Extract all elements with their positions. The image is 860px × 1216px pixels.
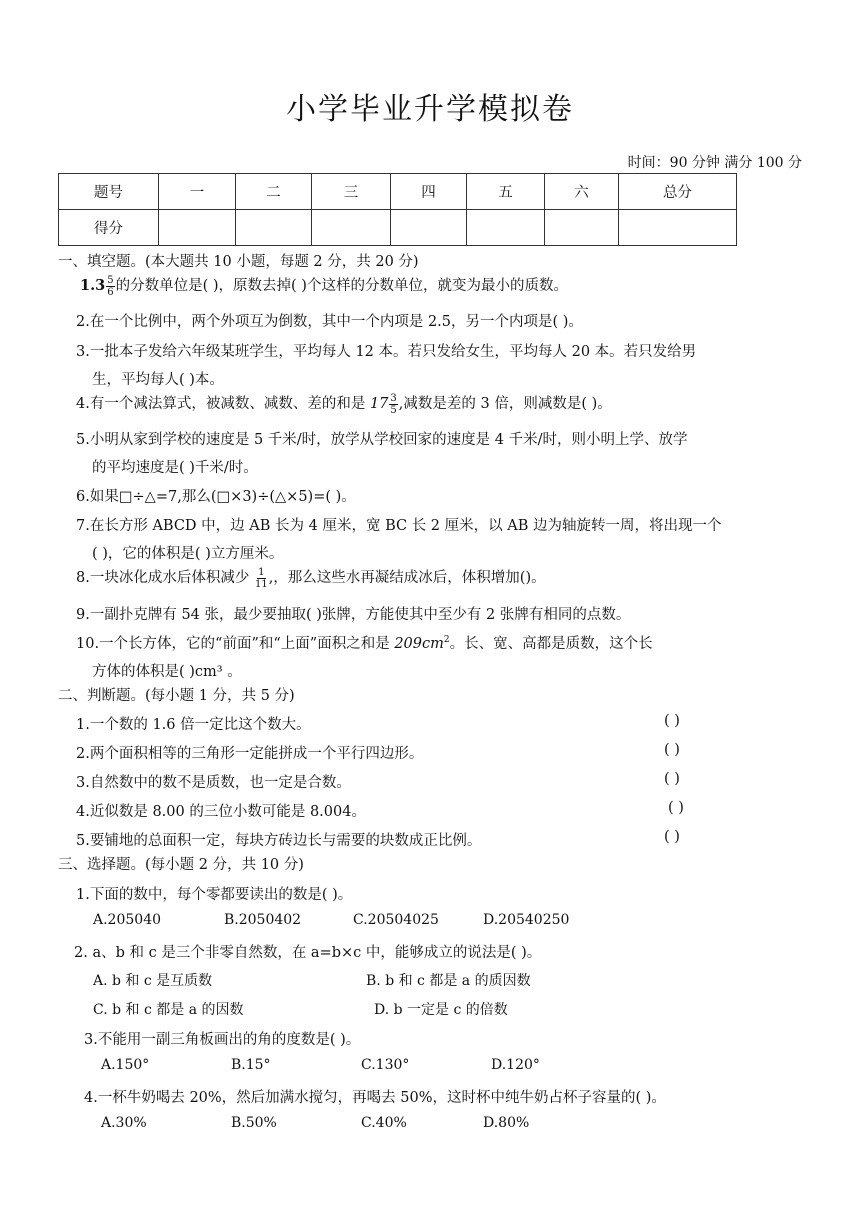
choice-question-3: 3.不能用一副三角板画出的角的度数是( )。 — [84, 1032, 361, 1048]
question-text: 10.一个长方体，它的“前面”和“上面”面积之和是 — [76, 636, 395, 652]
section-heading-true-false: 二、判断题。(每小题 1 分，共 5 分) — [58, 688, 295, 704]
table-cell: 总分 — [619, 174, 737, 210]
fraction-denominator: 6 — [107, 286, 114, 298]
fraction-numerator: 1 — [258, 566, 265, 578]
question-1-8 — [76, 566, 546, 590]
choice-option-b[interactable]: B.15° — [231, 1057, 271, 1073]
table-cell: 五 — [467, 174, 545, 210]
score-table-header-row — [59, 174, 737, 210]
question-1-7-line2: ( )，它的体积是( )立方厘米。 — [92, 546, 284, 562]
choice-option-d[interactable]: D.120° — [491, 1057, 540, 1073]
choice-option-d[interactable]: D.20540250 — [483, 912, 570, 928]
score-input-cell[interactable] — [545, 210, 619, 246]
judge-item-3: 3.自然数中的数不是质数，也一定是合数。 — [76, 775, 351, 791]
fraction-denominator: 11 — [254, 578, 268, 590]
score-table — [58, 173, 737, 246]
choice-option-b[interactable]: B.2050402 — [224, 912, 302, 928]
question-text: 8.一块冰化成水后体积减少 — [76, 570, 254, 586]
table-cell: 四 — [391, 174, 467, 210]
area-value: 209cm — [394, 636, 444, 652]
choice-option-a[interactable]: A. b 和 c 是互质数 — [93, 973, 213, 989]
mixed-number-whole: 17 — [369, 396, 389, 412]
question-1-5-line1: 5.小明从家到学校的速度是 5 千米/时，放学从学校回家的速度是 4 千米/时，则小明上学、放学 — [76, 432, 688, 448]
choice-option-b[interactable]: B.50% — [231, 1115, 277, 1131]
choice-question-4: 4.一杯牛奶喝去 20%，然后加满水搅匀，再喝去 50%，这时杯中纯牛奶占杯子容量的( )。 — [84, 1090, 666, 1106]
judge-item-1: 1.一个数的 1.6 倍一定比这个数大。 — [76, 717, 311, 733]
score-input-cell[interactable] — [312, 210, 391, 246]
choice-option-a[interactable]: A.30% — [101, 1115, 147, 1131]
choice-option-b[interactable]: B. b 和 c 都是 a 的质因数 — [366, 973, 531, 989]
choice-question-2: 2. a、b 和 c 是三个非零自然数，在 a=b×c 中，能够成立的说法是( )。 — [74, 945, 542, 961]
fraction-numerator: 3 — [390, 392, 397, 404]
answer-blank[interactable]: ( ) — [664, 742, 680, 758]
table-cell: 六 — [545, 174, 619, 210]
choice-option-c[interactable]: C.40% — [361, 1115, 407, 1131]
question-1-3-line2: 生，平均每人( )本。 — [92, 372, 224, 388]
page-title: 小学毕业升学模拟卷 — [286, 92, 574, 127]
question-1-10-line1 — [76, 632, 653, 653]
fraction-denominator: 5 — [390, 404, 397, 416]
choice-option-a[interactable]: A.150° — [101, 1057, 150, 1073]
question-text: 4.有一个减法算式，被减数、减数、差的和是 — [76, 396, 370, 412]
question-1-10-line2: 方体的体积是( )cm³ 。 — [92, 664, 242, 680]
fraction — [106, 275, 114, 298]
score-table-score-row — [59, 210, 737, 246]
question-1-7-line1: 7.在长方形 ABCD 中，边 AB 长为 4 厘米，宽 BC 长 2 厘米，以 AB 边为轴旋转一周，将出现一个 — [76, 518, 722, 534]
table-cell: 二 — [236, 174, 312, 210]
mixed-number-whole: 1.3 — [80, 277, 106, 294]
choice-option-d[interactable]: D. b 一定是 c 的倍数 — [374, 1002, 508, 1018]
section-heading-multiple-choice: 三、选择题。(每小题 2 分，共 10 分) — [58, 857, 304, 873]
section-heading-fill-in: 一、填空题。(本大题共 10 小题，每题 2 分，共 20 分) — [58, 254, 419, 270]
question-1-6: 6.如果□÷△=7,那么(□×3)÷(△×5)=( )。 — [76, 489, 356, 505]
question-1-5-line2: 的平均速度是( )千米/时。 — [92, 460, 258, 476]
fraction-numerator: 5 — [107, 274, 114, 286]
table-cell: 题号 — [59, 174, 159, 210]
superscript: 2 — [443, 635, 450, 646]
question-text: 的分数单位是( )，原数去掉( )个这样的分数单位，就变为最小的质数。 — [115, 278, 568, 294]
choice-option-d[interactable]: D.80% — [483, 1115, 530, 1131]
question-1-4 — [76, 392, 612, 416]
choice-option-c[interactable]: C.130° — [361, 1057, 410, 1073]
question-text: 。长、宽、高都是质数，这个长 — [449, 636, 653, 652]
question-1-9: 9.一副扑克牌有 54 张，最少要抽取( )张牌，方能使其中至少有 2 张牌有相同的点数。 — [76, 607, 631, 623]
choice-option-c[interactable]: C.20504025 — [353, 912, 439, 928]
question-1-3-line1: 3.一批本子发给六年级某班学生，平均每人 12 本。若只发给女生，平均每人 20 本。若只发给男 — [76, 344, 697, 360]
score-input-cell[interactable] — [391, 210, 467, 246]
table-cell: 得分 — [59, 210, 159, 246]
judge-item-5: 5.要铺地的总面积一定，每块方砖边长与需要的块数成正比例。 — [76, 833, 482, 849]
answer-blank[interactable]: ( ) — [664, 771, 680, 787]
score-input-cell[interactable] — [236, 210, 312, 246]
score-input-cell[interactable] — [159, 210, 236, 246]
choice-option-c[interactable]: C. b 和 c 都是 a 的因数 — [93, 1002, 244, 1018]
choice-option-a[interactable]: A.205040 — [93, 912, 162, 928]
answer-blank[interactable]: ( ) — [664, 713, 680, 729]
fraction — [255, 567, 268, 590]
question-text: ,，那么这些水再凝结成冰后，体积增加()。 — [268, 570, 546, 586]
judge-item-4: 4.近似数是 8.00 的三位小数可能是 8.004。 — [76, 804, 366, 820]
score-input-cell[interactable] — [619, 210, 737, 246]
question-text: ,减数是差的 3 倍，则减数是( )。 — [398, 396, 612, 412]
table-cell: 三 — [312, 174, 391, 210]
score-input-cell[interactable] — [467, 210, 545, 246]
exam-time-info: 时间：90 分钟 满分 100 分 — [627, 155, 802, 171]
question-1-1 — [80, 274, 568, 298]
answer-blank[interactable]: ( ) — [664, 829, 680, 845]
choice-question-1: 1.下面的数中，每个零都要读出的数是( )。 — [76, 887, 353, 903]
fraction — [389, 393, 397, 416]
answer-blank[interactable]: ( ) — [668, 800, 684, 816]
judge-item-2: 2.两个面积相等的三角形一定能拼成一个平行四边形。 — [76, 746, 424, 762]
question-1-2: 2.在一个比例中，两个外项互为倒数，其中一个内项是 2.5，另一个内项是( )。 — [76, 314, 583, 330]
table-cell: 一 — [159, 174, 236, 210]
